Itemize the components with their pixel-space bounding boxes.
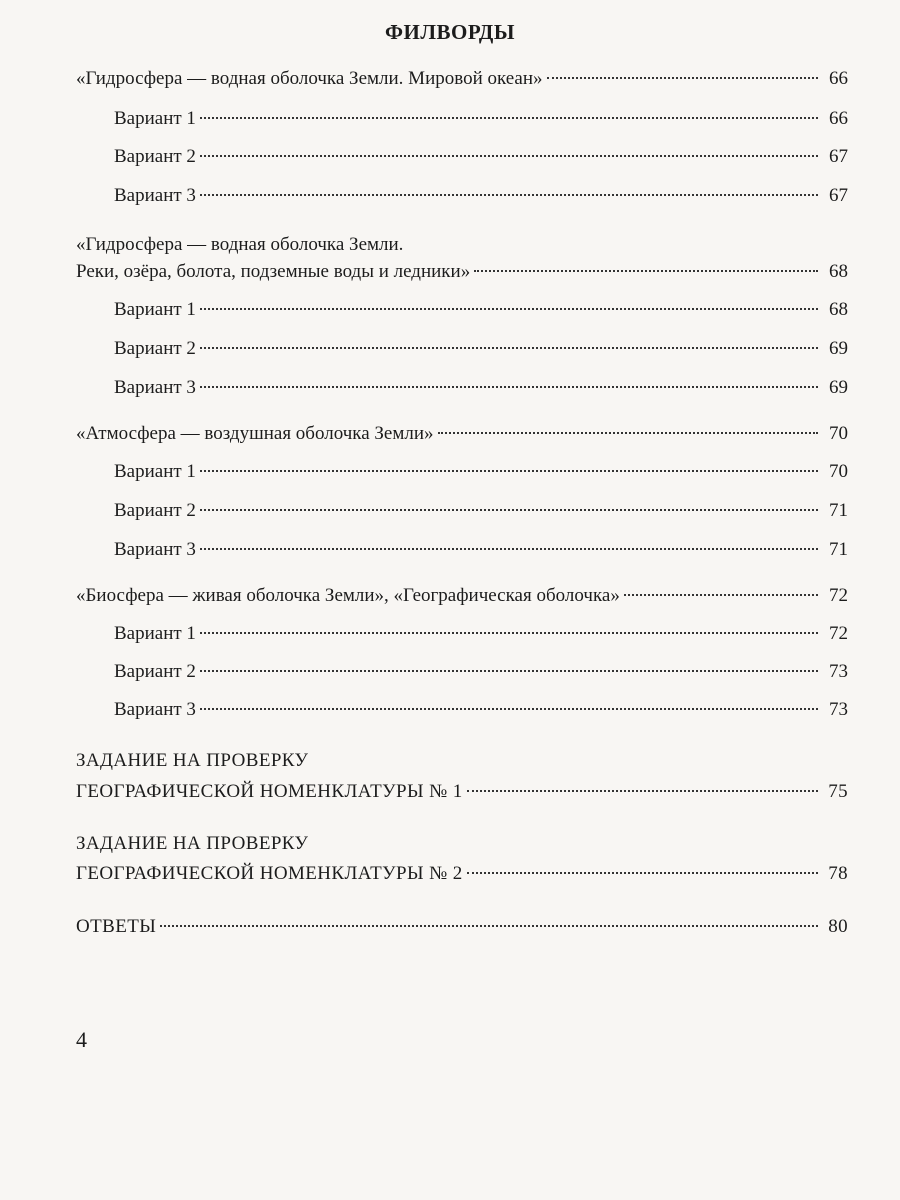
- toc-entry-page: 67: [829, 185, 848, 206]
- dot-leader: [200, 194, 818, 196]
- toc-entry-title: Вариант 2: [114, 146, 196, 167]
- dot-leader: [200, 632, 818, 634]
- toc-entry-hydrosphere-rivers-variant-2[interactable]: [114, 337, 848, 361]
- toc-entry-title: Вариант 1: [114, 108, 196, 129]
- toc-entry-page: 75: [828, 781, 848, 802]
- toc-entry-page: 73: [829, 699, 848, 720]
- toc-entry-title: ГЕОГРАФИЧЕСКОЙ НОМЕНКЛАТУРЫ № 2: [76, 863, 463, 884]
- toc-entry-title: Вариант 3: [114, 377, 196, 398]
- toc-entry-page: 70: [829, 423, 848, 444]
- toc-entry-page: 72: [829, 623, 848, 644]
- toc-entry-title-line: «Гидросфера — водная оболочка Земли.: [76, 234, 404, 255]
- toc-entry-hydrosphere-rivers-variant-1[interactable]: [114, 298, 848, 322]
- dot-leader: [200, 155, 818, 157]
- toc-entry-page: 80: [828, 916, 848, 937]
- toc-entry-title: Вариант 3: [114, 699, 196, 720]
- dot-leader: [474, 270, 818, 272]
- dot-leader: [200, 470, 818, 472]
- toc-entry-title: Вариант 2: [114, 338, 196, 359]
- toc-entry-page: 66: [829, 108, 848, 129]
- toc-entry-biosphere-variant-2[interactable]: [114, 660, 848, 684]
- toc-entry-atmosphere[interactable]: [76, 422, 848, 446]
- toc-entry-page: 68: [829, 299, 848, 320]
- dot-leader: [200, 347, 818, 349]
- toc-entry-biosphere-variant-1[interactable]: [114, 622, 848, 646]
- toc-entry-page: 78: [828, 863, 848, 884]
- toc-entry-hydrosphere-ocean-variant-1[interactable]: [114, 107, 848, 131]
- toc-entry-title: ОТВЕТЫ: [76, 916, 157, 937]
- toc-entry-title: Вариант 3: [114, 185, 196, 206]
- toc-entry-answers[interactable]: [76, 915, 848, 939]
- toc-entry-page: 71: [829, 539, 848, 560]
- toc-entry-page: 68: [829, 261, 848, 282]
- toc-entry-title: Реки, озёра, болота, подземные воды и ледники»: [76, 261, 471, 282]
- toc-entry-atmosphere-variant-1[interactable]: [114, 460, 848, 484]
- toc-entry-title-line: ЗАДАНИЕ НА ПРОВЕРКУ: [76, 750, 309, 771]
- dot-leader: [200, 670, 818, 672]
- toc-entry-title: «Биосфера — живая оболочка Земли», «Географическая оболочка»: [76, 585, 620, 606]
- toc-entry-nomenclature-1[interactable]: [76, 780, 848, 804]
- toc-entry-nomenclature-2[interactable]: [76, 862, 848, 886]
- toc-entry-hydrosphere-ocean-variant-2[interactable]: [114, 145, 848, 169]
- toc-entry-title-line: ЗАДАНИЕ НА ПРОВЕРКУ: [76, 833, 309, 854]
- toc-entry-page: 69: [829, 338, 848, 359]
- toc-entry-page: 67: [829, 146, 848, 167]
- section-title: ФИЛВОРДЫ: [384, 20, 515, 44]
- toc-entry-title: Вариант 2: [114, 500, 196, 521]
- toc-entry-title: Вариант 1: [114, 461, 196, 482]
- toc-entry-hydrosphere-ocean-variant-3[interactable]: [114, 184, 848, 208]
- toc-entry-biosphere[interactable]: [76, 584, 848, 608]
- toc-entry-title: «Атмосфера — воздушная оболочка Земли»: [76, 423, 434, 444]
- toc-entry-title: Вариант 2: [114, 661, 196, 682]
- dot-leader: [467, 872, 818, 874]
- toc-entry-hydrosphere-ocean[interactable]: [76, 67, 848, 91]
- toc-entry-biosphere-variant-3[interactable]: [114, 698, 848, 722]
- dot-leader: [438, 432, 818, 434]
- toc-entry-page: 73: [829, 661, 848, 682]
- toc-entry-page: 66: [829, 68, 848, 89]
- toc-entry-title: Вариант 3: [114, 539, 196, 560]
- toc-entry-title: «Гидросфера — водная оболочка Земли. Мировой океан»: [76, 68, 543, 89]
- dot-leader: [624, 594, 818, 596]
- dot-leader: [467, 790, 818, 792]
- dot-leader: [200, 509, 818, 511]
- dot-leader: [200, 708, 818, 710]
- dot-leader: [200, 117, 818, 119]
- toc-entry-title: Вариант 1: [114, 623, 196, 644]
- toc-entry-page: 70: [829, 461, 848, 482]
- dot-leader: [547, 77, 818, 79]
- dot-leader: [200, 548, 818, 550]
- toc-entry-page: 69: [829, 377, 848, 398]
- toc-entry-title: ГЕОГРАФИЧЕСКОЙ НОМЕНКЛАТУРЫ № 1: [76, 781, 463, 802]
- dot-leader: [200, 308, 818, 310]
- page-number: 4: [76, 1027, 87, 1052]
- toc-entry-hydrosphere-rivers-variant-3[interactable]: [114, 376, 848, 400]
- toc-entry-hydrosphere-rivers[interactable]: [76, 260, 848, 284]
- toc-entry-title: Вариант 1: [114, 299, 196, 320]
- toc-entry-page: 72: [829, 585, 848, 606]
- toc-entry-atmosphere-variant-2[interactable]: [114, 499, 848, 523]
- toc-entry-atmosphere-variant-3[interactable]: [114, 538, 848, 562]
- toc-entry-page: 71: [829, 500, 848, 521]
- dot-leader: [200, 386, 818, 388]
- dot-leader: [160, 925, 818, 927]
